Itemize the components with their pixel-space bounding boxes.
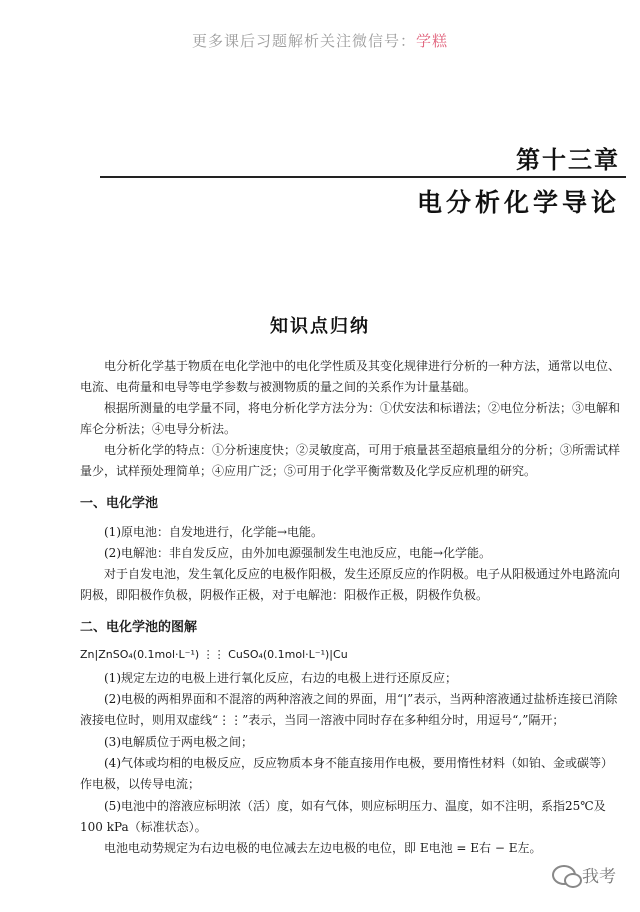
watermark-banner	[0, 30, 640, 51]
list-item: (1)规定左边的电极上进行氧化反应，右边的电极上进行还原反应；	[104, 671, 458, 685]
watermark-text: 更多课后习题解析关注微信号：	[191, 32, 416, 50]
paragraph: 电池电动势规定为右边电极的电位减去左边电极的电位，即 E电池 = E右 − E左。	[104, 841, 542, 855]
logo-text: 我考	[582, 867, 616, 887]
chat-bubble-icon	[552, 865, 576, 885]
chapter-divider	[100, 176, 626, 178]
list-item: (3)电解质位于两电极之间；	[104, 735, 253, 749]
list-item: (2)电极的两相界面和不混溶的两种溶液之间的界面，用“|”表示，当两种溶液通过盐桥连接已消除液接电位时，则用双虚线“⋮⋮”表示，当同一溶液中同时存在多种组分时，用逗号“,”隔开；	[80, 692, 618, 727]
section-title: 知识点归纳	[270, 316, 370, 337]
chapter-title: 电分析化学导论	[416, 188, 620, 217]
intro-paragraph-1: 电分析化学基于物质在电化学池中的电化学性质及其变化规律进行分析的一种方法，通常以电位、电流、电荷量和电导等电学参数与被测物质的量之间的关系作为计量基础。	[80, 359, 621, 394]
watermark-brand: 学糕	[416, 32, 449, 50]
section-heading-1: 一、电化学池	[80, 496, 159, 511]
intro-paragraph-3: 电分析化学的特点：①分析速度快；②灵敏度高，可用于痕量甚至超痕量组分的分析；③所需试样量少，试样预处理简单；④应用广泛；⑤可用于化学平衡常数及化学反应机理的研究。	[80, 443, 621, 478]
paragraph: 对于自发电池，发生氧化反应的电极作阳极，发生还原反应的作阴极。电子从阳极通过外电路流向阴极，即阳极作负极，阴极作正极，对于电解池：阳极作正极，阴极作负极。	[80, 567, 621, 602]
list-item: (1)原电池：自发地进行，化学能→电能。	[104, 525, 324, 539]
list-item: (5)电池中的溶液应标明浓（活）度，如有气体，则应标明压力、温度，如不注明，系指25℃及100 kPa（标准状态）。	[80, 799, 606, 834]
chapter-number: 第十三章	[516, 146, 620, 174]
intro-paragraph-2: 根据所测量的电学量不同，将电分析化学方法分为：①伏安法和标谱法；②电位分析法；③电解和库仑分析法；④电导分析法。	[80, 401, 621, 436]
section-heading-2: 二、电化学池的图解	[80, 620, 198, 635]
list-item: (4)气体或均相的电极反应，反应物质本身不能直接用作电极，要用惰性材料（如铂、金或碳等）作电极，以传导电流；	[80, 756, 614, 791]
brand-logo	[552, 862, 616, 887]
list-item: (2)电解池：非自发反应，由外加电源强制发生电池反应，电能→化学能。	[104, 546, 492, 560]
cell-notation-formula: Zn|ZnSO₄(0.1mol·L⁻¹) ⋮⋮ CuSO₄(0.1mol·L⁻¹)|Cu	[80, 648, 348, 661]
